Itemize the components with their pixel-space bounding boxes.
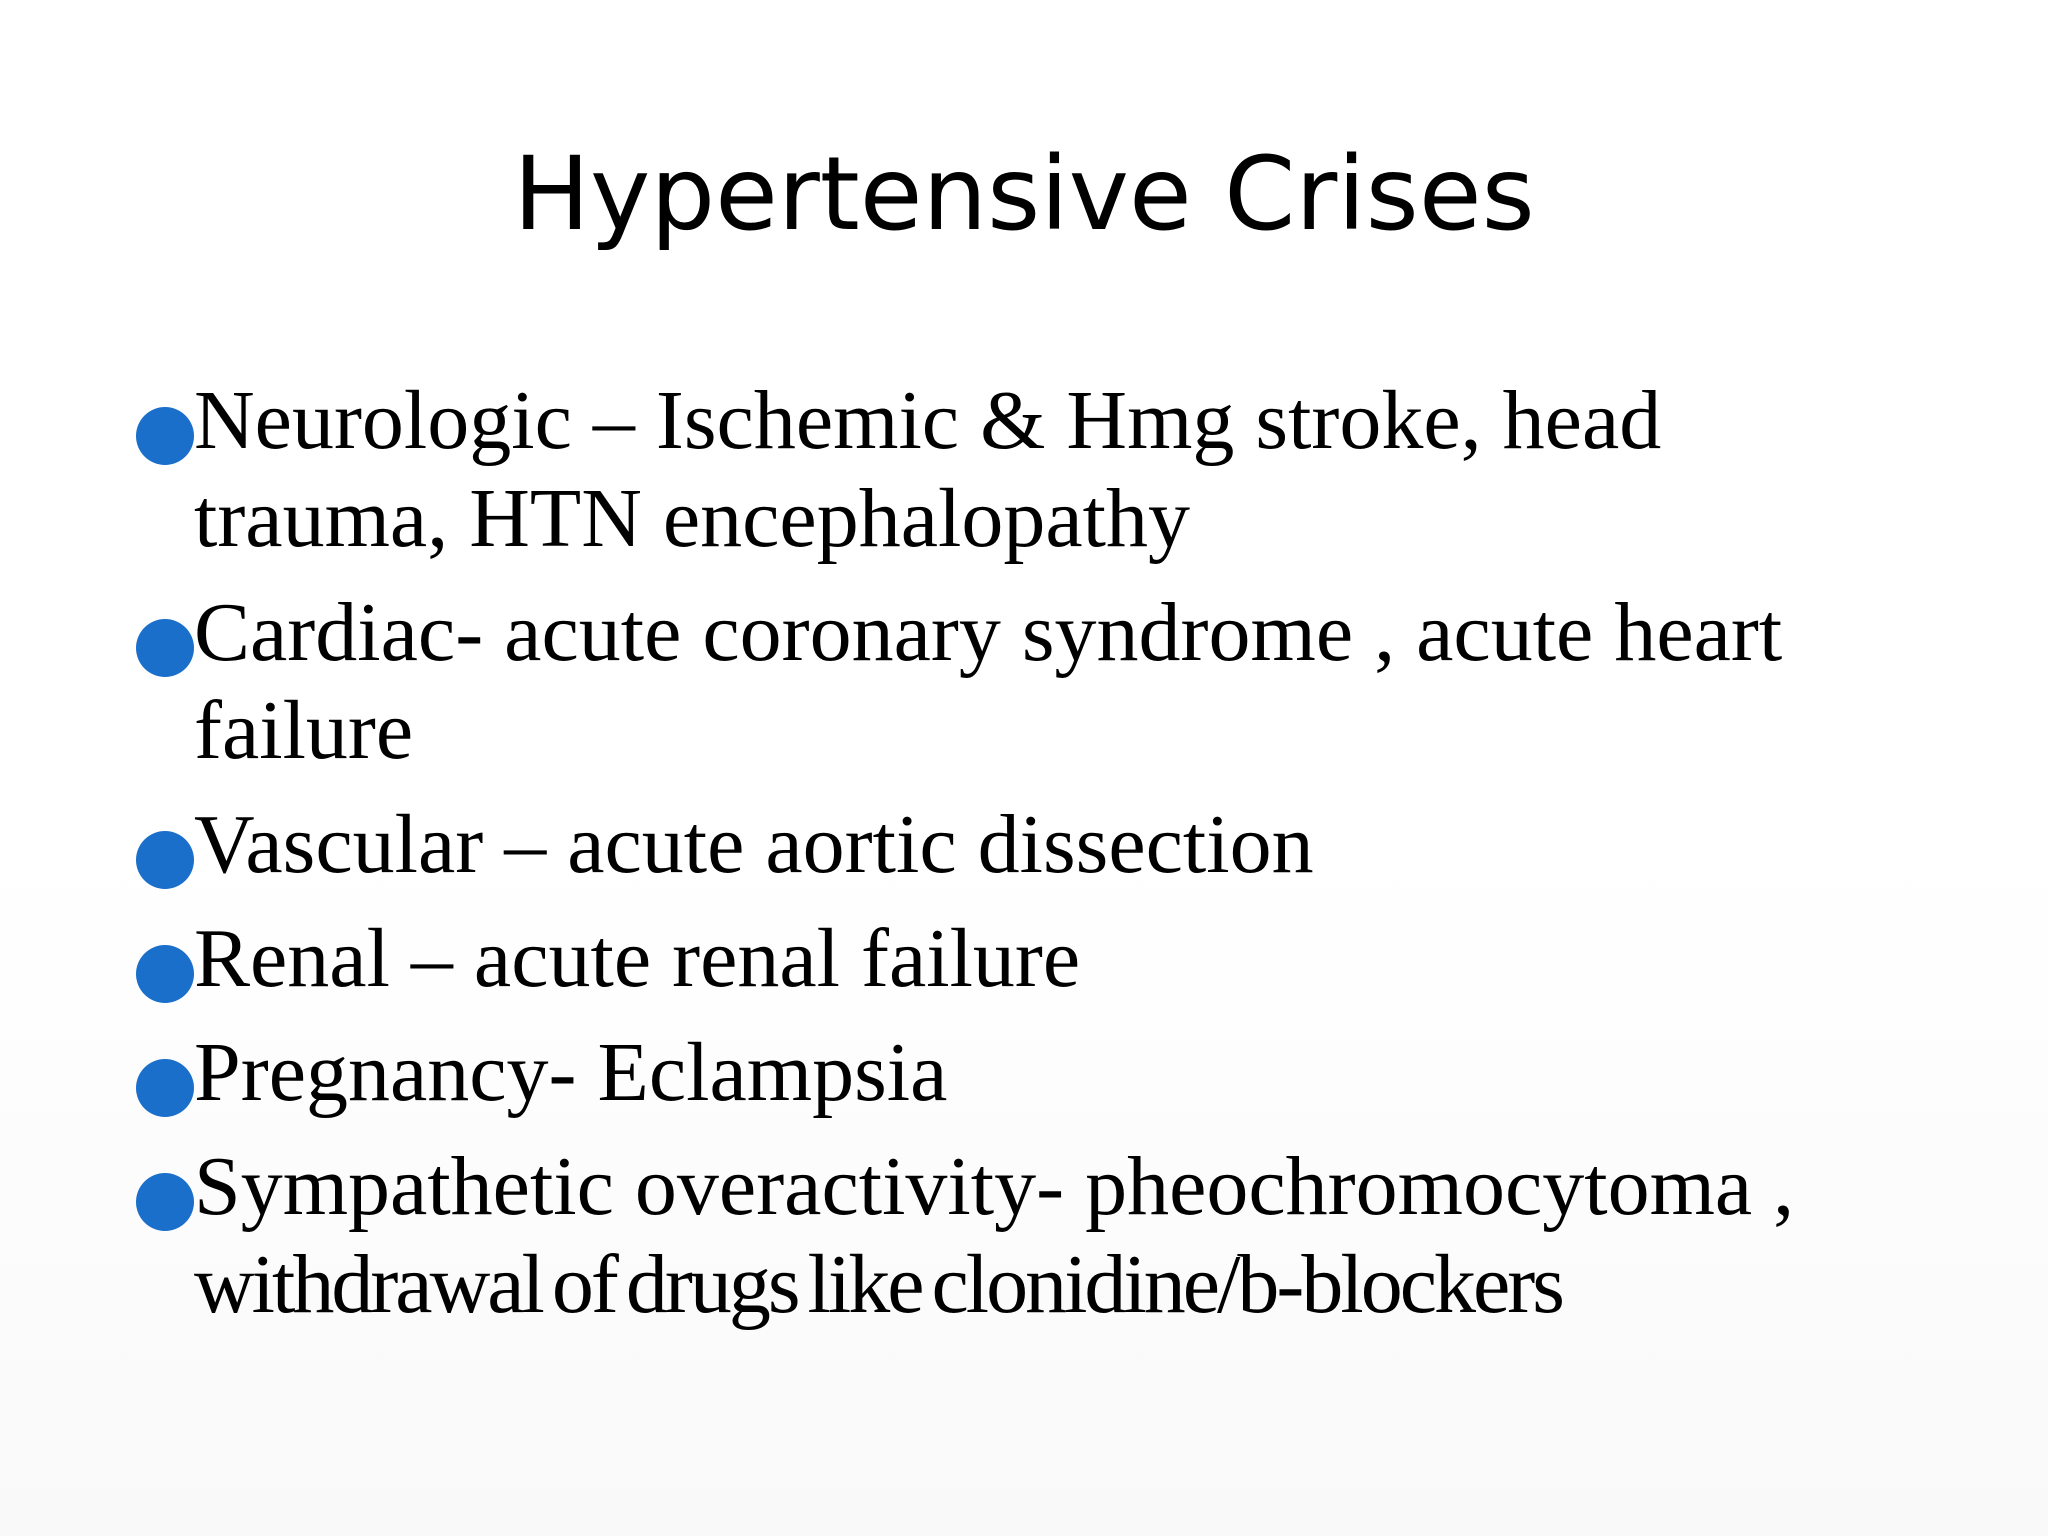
bullet-line-2: withdrawal of drugs like clonidine/b-blockers [194, 1238, 1562, 1331]
bullet-line-1: Sympathetic overactivity- pheochromocytoma , [194, 1140, 1795, 1233]
bullet-list [136, 372, 1936, 1350]
bullet-icon [136, 619, 194, 677]
list-item [136, 796, 1936, 894]
list-item [136, 584, 1936, 780]
bullet-line-1: Vascular – acute aortic dissection [194, 798, 1314, 891]
bullet-line-1: Renal – acute renal failure [194, 912, 1081, 1005]
slide-title: Hypertensive Crises [513, 135, 1535, 254]
list-item [136, 910, 1936, 1008]
bullet-icon [136, 407, 194, 465]
bullet-icon [136, 1173, 194, 1231]
list-item [136, 1138, 1936, 1334]
bullet-line-2: trauma, HTN encephalopathy [194, 472, 1190, 565]
bullet-line-1: Pregnancy- Eclampsia [194, 1026, 948, 1119]
list-item [136, 372, 1936, 568]
bullet-icon [136, 831, 194, 889]
bullet-icon [136, 945, 194, 1003]
bullet-line-2: failure [194, 684, 414, 777]
bullet-line-1: Neurologic – Ischemic & Hmg stroke, head [194, 374, 1662, 467]
bullet-line-1: Cardiac- acute coronary syndrome , acute heart [194, 586, 1783, 679]
list-item [136, 1024, 1936, 1122]
bullet-icon [136, 1059, 194, 1117]
